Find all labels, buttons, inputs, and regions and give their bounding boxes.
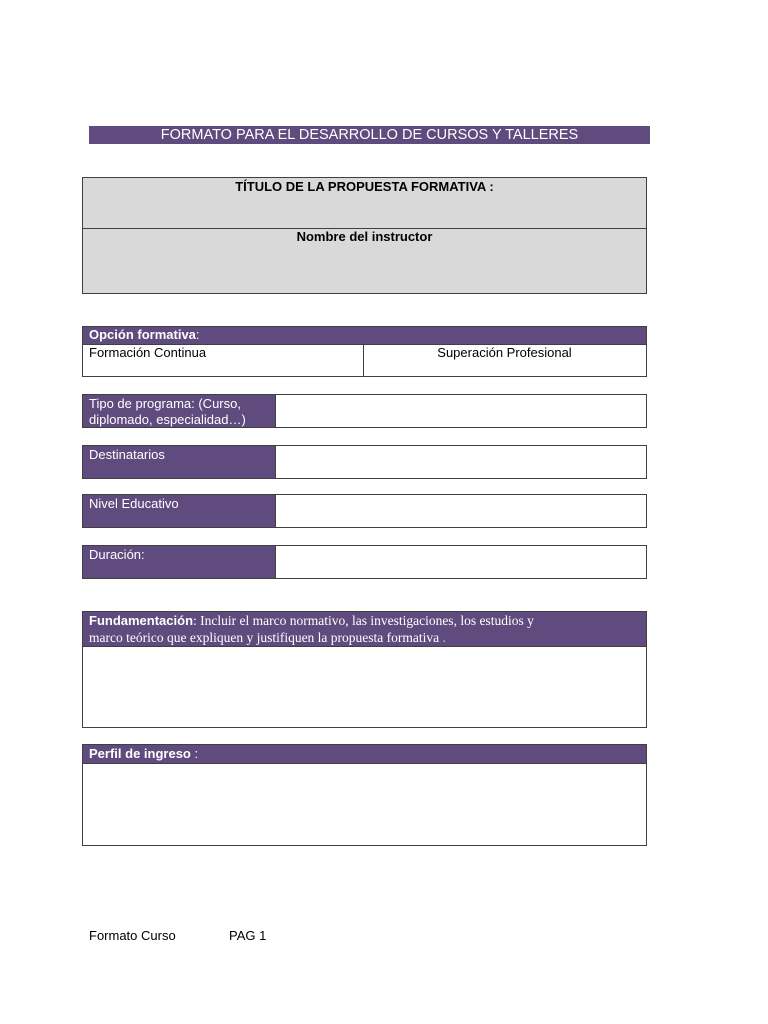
- nivel-educativo-field[interactable]: [275, 494, 647, 528]
- duracion-label: Duración:: [89, 547, 145, 562]
- tipo-programa-field[interactable]: [275, 394, 647, 428]
- duracion-label-cell: [82, 545, 276, 579]
- destinatarios-label-cell: [82, 445, 276, 479]
- footer-doc-name: Formato Curso: [89, 928, 176, 943]
- title-block: [82, 177, 647, 294]
- title-row: [83, 178, 646, 229]
- fundamentacion-field[interactable]: [82, 646, 647, 728]
- option-superacion-profesional-label: Superación Profesional: [437, 345, 572, 360]
- duracion-field[interactable]: [275, 545, 647, 579]
- footer-page-number: PAG 1: [229, 928, 267, 943]
- opcion-colon: :: [195, 327, 200, 342]
- opcion-label: Opción formativa: [89, 327, 196, 342]
- perfil-ingreso-colon: :: [190, 746, 199, 761]
- fundamentacion-header: [82, 611, 647, 647]
- tipo-programa-line1: Tipo de programa: (Curso,: [89, 396, 241, 411]
- opcion-header: [82, 326, 647, 345]
- destinatarios-field[interactable]: [275, 445, 647, 479]
- proposal-title-label: TÍTULO DE LA PROPUESTA FORMATIVA :: [235, 179, 494, 194]
- perfil-ingreso-header: [82, 744, 647, 764]
- instructor-label: Nombre del instructor: [296, 229, 433, 244]
- fundamentacion-trailing-dot: .: [442, 630, 446, 645]
- perfil-ingreso-label: Perfil de ingreso: [89, 746, 191, 761]
- perfil-ingreso-field[interactable]: [82, 763, 647, 846]
- fundamentacion-text-line2: marco teórico que expliquen y justifiquen la propuesta formativa: [89, 630, 440, 645]
- fundamentacion-label: Fundamentación: [89, 613, 194, 628]
- nivel-educativo-label-cell: [82, 494, 276, 528]
- tipo-programa-line2: diplomado, especialidad…): [89, 412, 246, 427]
- option-superacion-profesional[interactable]: [363, 344, 647, 377]
- tipo-programa-label-cell: [82, 394, 276, 428]
- option-formacion-continua[interactable]: [82, 344, 364, 377]
- destinatarios-label: Destinatarios: [89, 447, 165, 462]
- option-formacion-continua-label: Formación Continua: [89, 345, 207, 360]
- document-banner: FORMATO PARA EL DESARROLLO DE CURSOS Y TALLERES: [89, 126, 650, 144]
- nivel-educativo-label: Nivel Educativo: [89, 496, 179, 511]
- fundamentacion-text-line1: : Incluir el marco normativo, las investigaciones, los estudios y: [193, 613, 534, 628]
